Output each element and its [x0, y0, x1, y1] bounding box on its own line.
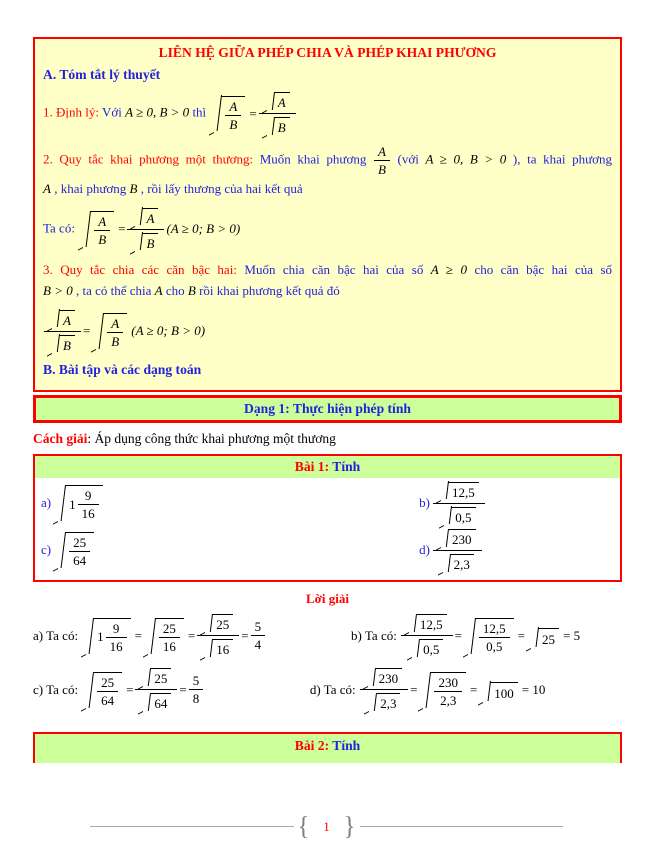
rule-2-text3: ), ta khai phương — [512, 151, 612, 167]
footer-brace-left: { — [297, 812, 310, 841]
rule-3-condition2: B > 0 — [43, 283, 73, 299]
rule-3-paragraph-line2 — [43, 281, 612, 301]
rule-3-formula-line — [43, 308, 612, 355]
rule-2-text2: (với — [397, 151, 419, 167]
rule-3-text4: cho — [165, 283, 185, 299]
rule-2-condition: A ≥ 0, B > 0 — [425, 151, 507, 167]
math-fraction-ab: $\frac{A}{B}$ — [373, 144, 391, 177]
footer-rule-right — [360, 826, 564, 827]
dang-1-title: Dạng 1: Thực hiện phép tính — [244, 400, 411, 416]
solution-a — [33, 612, 351, 659]
loi-giai-heading: Lời giải — [306, 590, 349, 606]
rule-3-text5: rồi khai phương kết quả đó — [199, 283, 340, 299]
math-formula: $\frac{230}{2,3}$ — [432, 527, 483, 574]
math-formula: 1 $\frac{9}{16}$ = $\frac{25}{16}$ = $\frac{25}{16}$ = $\frac{5}{4}$ — [81, 612, 266, 659]
symbol-a: A — [154, 283, 163, 299]
rule-3-label: 3. Quy tắc chia các căn bậc hai: — [43, 261, 237, 277]
rule-2-paragraph-line2 — [43, 179, 612, 199]
bai-1-title: Tính — [332, 458, 361, 474]
content-area — [33, 37, 622, 763]
bai-2-label: Bài 2: — [294, 737, 330, 753]
rule-1-paragraph — [43, 90, 612, 137]
footer-rule-left — [90, 826, 294, 827]
rule-3-paragraph-line1 — [43, 260, 612, 280]
problem-d — [419, 527, 614, 574]
math-formula: 1 $\frac{9}{16}$ — [53, 483, 106, 523]
solution-b-prefix: b) Ta có: — [351, 627, 397, 643]
solution-c — [33, 666, 310, 713]
rule-1-text: Với — [102, 104, 122, 120]
bai-2-title: Tính — [332, 737, 361, 753]
section-b-heading: B. Bài tập và các dạng toán — [43, 361, 202, 377]
document-title: LIÊN HỆ GIỮA PHÉP CHIA VÀ PHÉP KHAI PHƯƠNG — [158, 45, 497, 60]
problem-c — [41, 530, 419, 570]
rule-3-text1: Muốn chia căn bậc hai của số — [244, 261, 424, 277]
solution-b — [351, 612, 581, 659]
page-footer — [90, 814, 563, 839]
solution-c-prefix: c) Ta có: — [33, 681, 79, 697]
cach-giai-label: Cách giải — [33, 430, 88, 446]
problem-a-key: a) — [41, 495, 52, 511]
math-formula: $\frac{12,5}{0,5}$ = $\frac{12,5}{0,5}$ =25= 5 — [400, 612, 581, 659]
solution-a-prefix: a) Ta có: — [33, 627, 79, 643]
math-formula: $\frac{A}{B}$ = $\frac{A}{B}$ (A ≥ 0; B > 0) — [43, 308, 206, 355]
problem-b — [419, 480, 614, 527]
theory-box — [33, 37, 622, 392]
rule-3-condition1: A ≥ 0 — [430, 261, 468, 277]
rule-2-text4: , khai phương — [54, 181, 127, 197]
solution-row-2 — [33, 663, 622, 717]
rule-1-text2: thì — [192, 104, 207, 120]
rule-1-condition: A ≥ 0, B > 0 — [125, 104, 190, 120]
rule-2-formula-line — [43, 206, 612, 253]
problem-row-1 — [41, 480, 614, 527]
symbol-b: B — [129, 181, 138, 197]
dang-1-banner — [33, 395, 622, 423]
cach-giai-text: : Áp dụng công thức khai phương một thương — [87, 430, 336, 446]
bai-1-body — [35, 478, 620, 580]
bai-1-header — [35, 456, 620, 478]
math-formula: $\frac{A}{B}$ = $\frac{A}{B}$ — [209, 90, 296, 137]
footer-brace-right: } — [343, 812, 356, 841]
math-formula: $\frac{12,5}{0,5}$ — [432, 480, 486, 527]
ta-co-label: Ta có: — [43, 220, 75, 236]
problem-b-key: b) — [419, 495, 431, 511]
bai-1-label: Bài 1: — [294, 458, 330, 474]
math-formula: $\frac{25}{64}$ = $\frac{25}{64}$ = $\frac{5}{8}$ — [81, 666, 204, 713]
section-a-heading: A. Tóm tắt lý thuyết — [43, 67, 161, 82]
rule-2-paragraph-line1 — [43, 144, 612, 177]
math-formula: $\frac{25}{64}$ — [53, 530, 97, 570]
page-number: 1 — [323, 818, 330, 834]
symbol-b: B — [187, 283, 196, 299]
math-formula: $\frac{230}{2,3}$ = $\frac{230}{2,3}$ =100= 10 — [359, 666, 547, 713]
bai-2-banner — [33, 732, 622, 763]
rule-2-label: 2. Quy tắc khai phương một thương: — [43, 151, 254, 167]
problem-d-key: d) — [419, 542, 431, 558]
problem-c-key: c) — [41, 542, 52, 558]
rule-2-text1: Muốn khai phương — [259, 151, 367, 167]
rule-3-text2: cho căn bậc hai của số — [474, 261, 613, 277]
problem-row-2 — [41, 527, 614, 574]
symbol-a: A — [43, 181, 51, 197]
math-formula: $\frac{A}{B}$ = $\frac{A}{B}$ (A ≥ 0; B > 0) — [78, 206, 241, 253]
rule-1-label: 1. Định lý: — [43, 104, 99, 120]
solution-row-1 — [33, 609, 622, 663]
bai-1-box — [33, 454, 622, 582]
solution-d — [310, 666, 547, 713]
rule-2-text5: , rồi lấy thương của hai kết quả — [140, 181, 303, 197]
solution-d-prefix: d) Ta có: — [309, 681, 356, 697]
rule-3-text3: , ta có thể chia — [75, 283, 152, 299]
problem-a — [41, 483, 419, 523]
cach-giai-line — [33, 431, 622, 447]
